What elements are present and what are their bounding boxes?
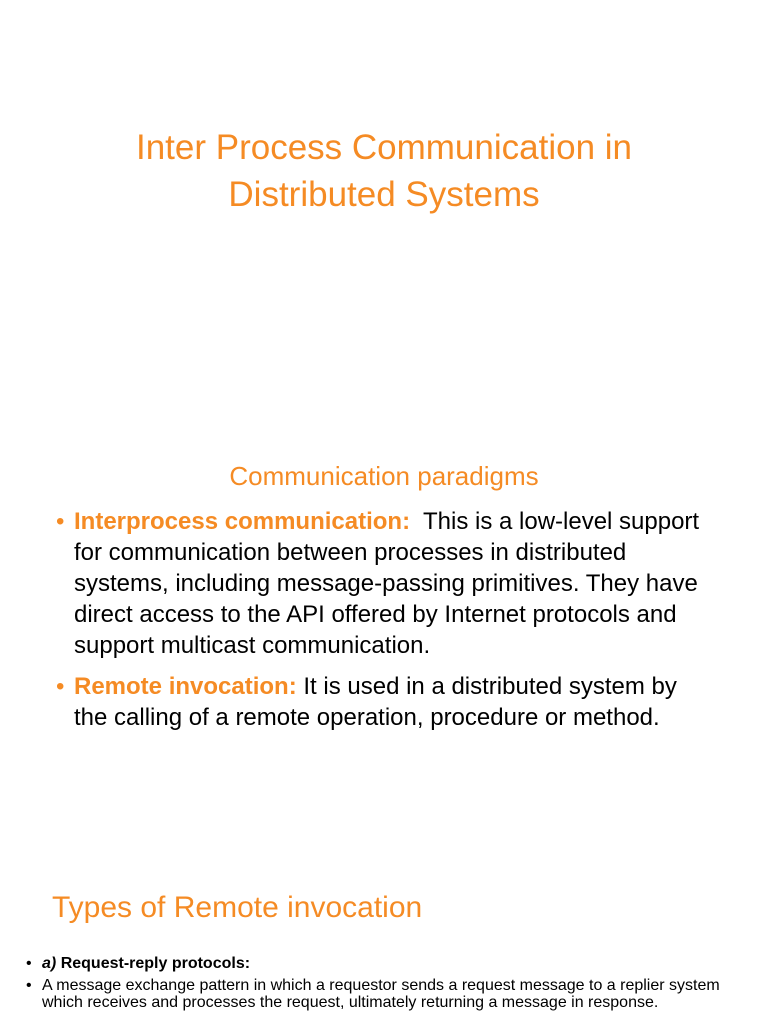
bullet-text: This is a low-level support for communication between processes in distributed systems, including message-passing primitives. They have direct access to the API offered by Internet protocols and support multicast communication. bbox=[74, 508, 700, 659]
slide-2-title: Communication paradigms bbox=[229, 461, 539, 491]
bullet-request-reply-protocols bbox=[26, 955, 726, 972]
slide-3-title: Types of Remote invocation bbox=[52, 891, 423, 924]
slide-1 bbox=[0, 0, 768, 432]
bullet-term: Interprocess communication: bbox=[74, 508, 411, 535]
bullet-message-exchange-description bbox=[26, 977, 726, 1011]
slide-1-title-line-2: Distributed Systems bbox=[228, 175, 540, 214]
bullet-remote-invocation bbox=[56, 671, 716, 733]
bullet-icon: • bbox=[26, 955, 32, 972]
slide-2-bullet-list bbox=[56, 506, 716, 743]
bullet-interprocess-communication bbox=[56, 506, 716, 661]
bullet-prefix: a) bbox=[42, 955, 57, 972]
bullet-icon: • bbox=[56, 673, 65, 700]
bullet-icon: • bbox=[26, 977, 32, 994]
bullet-text: It is used in a distributed system by the calling of a remote operation, procedure or method. bbox=[74, 673, 677, 731]
slide-1-title bbox=[60, 124, 708, 218]
bullet-term: Remote invocation: bbox=[74, 673, 297, 700]
slide-1-title-line-1: Inter Process Communication in bbox=[135, 128, 633, 167]
slide-3-bullet-list bbox=[26, 955, 726, 1016]
bullet-text: A message exchange pattern in which a requestor sends a request message to a replier system which receives and processes the request, ultimately returning a message in response. bbox=[42, 977, 720, 1011]
bullet-icon: • bbox=[56, 508, 65, 535]
bullet-text: Request-reply protocols: bbox=[60, 955, 251, 972]
